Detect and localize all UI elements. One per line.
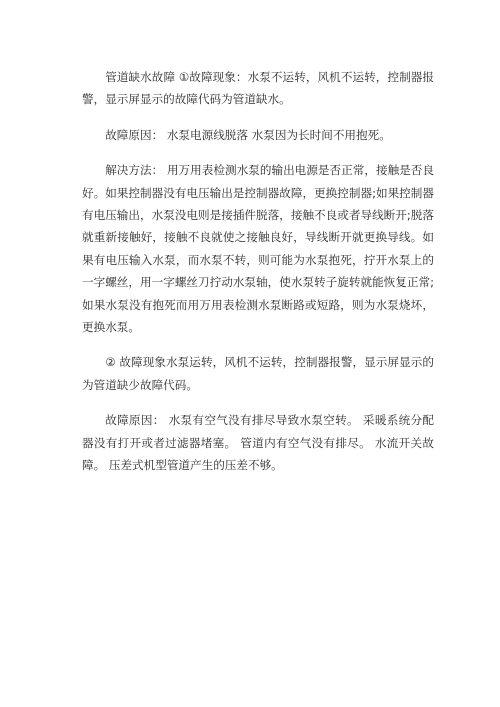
paragraph-fault-cause-2: 故障原因： 水泵有空气没有排尽导致水泵空转。 采暖系统分配器没有打开或者过滤器堵塞。 管道内有空气没有排尽。 水流开关故障。 压差式机型管道产生的压差不够。	[82, 413, 434, 473]
document-body	[82, 66, 434, 490]
paragraph-fault-symptom-1: 管道缺水故障 ①故障现象：水泵不运转，风机不运转，控制器报警，显示屏显示的故障代码为管道缺水。	[82, 70, 434, 107]
paragraph-solution: 解决方法： 用万用表检测水泵的输出电源是否正常，接触是否良好。如果控制器没有电压输出是控制器故障，更换控制器;如果控制器有电压输出，水泵没电则是接插件脱落，接触不良或者导线断开;脱落就重新接触好，接触不良就使之接触良好，导线断开就更换导线。如果有电压输入水泵，而水泵不转，则可能为水泵抱死，拧开水泵上的一字螺丝，用一字螺丝刀拧动水泵轴，使水泵转子旋转就能恢复正常;如果水泵没有抱死而用万用表检测水泵断路或短路，则为水泵烧坏，更换水泵。	[82, 163, 434, 335]
paragraph-fault-cause-1: 故障原因： 水泵电源线脱落 水泵因为长时间不用抱死。	[105, 127, 391, 142]
paragraph-fault-symptom-2: ② 故障现象水泵运转，风机不运转，控制器报警，显示屏显示的为管道缺少故障代码。	[82, 355, 434, 392]
